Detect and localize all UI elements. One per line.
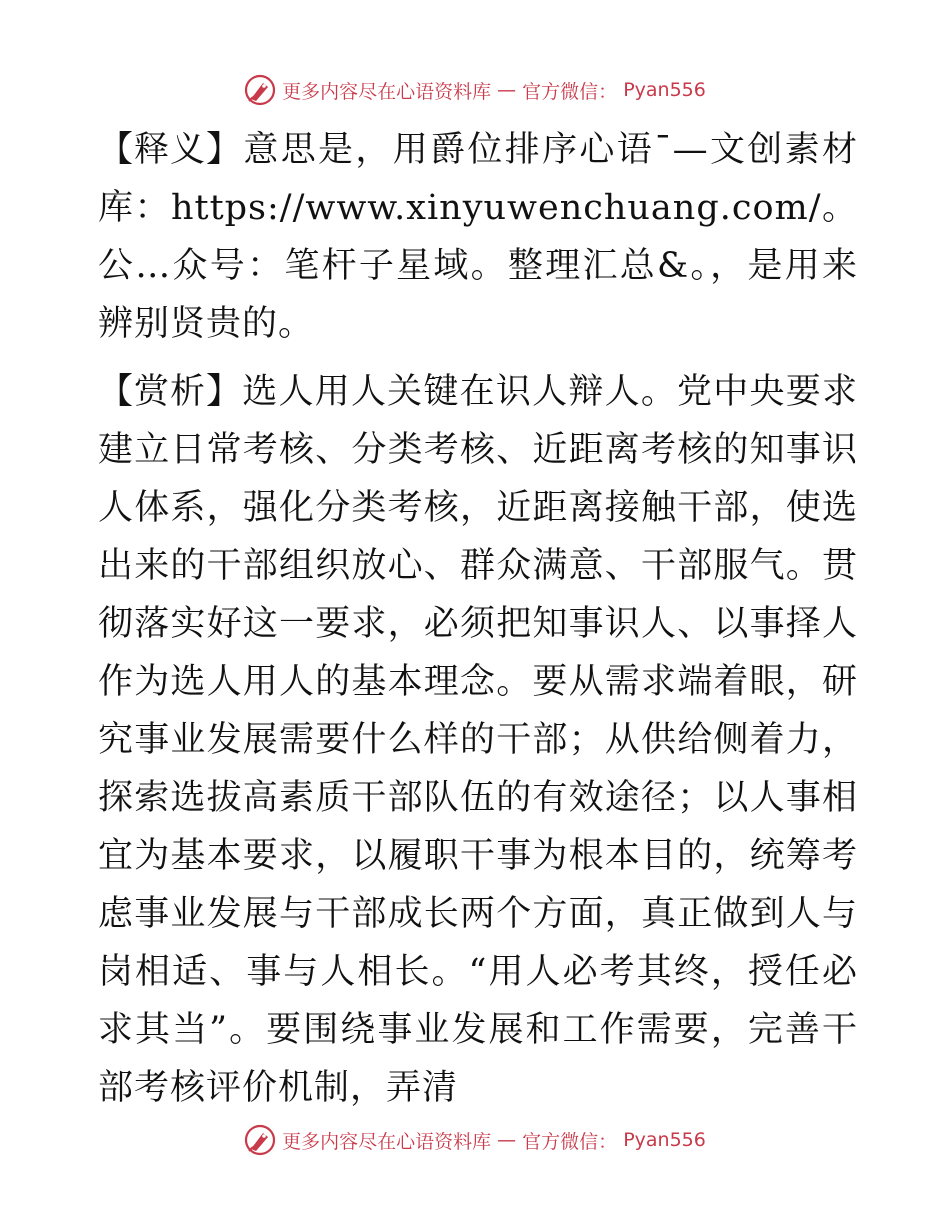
document-body — [98, 121, 858, 1117]
banner-wechat-id: Pyan556 — [623, 1129, 706, 1151]
analysis-tag: 【赏析】 — [98, 372, 243, 412]
definition-tag: 【释义】 — [98, 130, 243, 170]
paragraph-analysis — [98, 363, 858, 1117]
pen-nib-logo-icon — [244, 74, 276, 106]
banner-site-text: 更多内容尽在心语资料库 — [282, 80, 492, 103]
paragraph-definition — [98, 121, 858, 353]
banner-wechat-id: Pyan556 — [623, 79, 706, 101]
banner-official-label: 官方微信： — [522, 1130, 618, 1153]
analysis-text: 选人用人关键在识人辩人。党中央要求建立日常考核、分类考核、近距离考核的知事识人体系，强化分类考核，近距离接触干部，使选出来的干部组织放心、群众满意、干部服气。贯彻落实好这一要求，必须把知事识人、以事择人作为选人用人的基本理念。要从需求端着眼，研究事业发展需要什么样的干部；从供给侧着力，探索选拔高素质干部队伍的有效途径；以人事相宜为基本要求，以履职干事为根本目的，统筹考虑事业发展与干部成长两个方面，真正做到人与岗相适、事与人相长。“用人必考其终，授任必求其当”。要围绕事业发展和工作需要，完善干部考核评价机制，弄清 — [98, 372, 858, 1108]
banner-separator: — — [497, 1129, 517, 1151]
banner-separator: — — [497, 79, 517, 101]
pen-nib-logo-icon — [244, 1124, 276, 1156]
definition-text: 意思是，用爵位排序心语¯—文创素材库：https://www.xinyuwenchuang.com/。公…众号：笔杆子星域。整理汇总&。，是用来辨别贤贵的。 — [98, 130, 858, 344]
banner-official-label: 官方微信： — [522, 80, 618, 103]
banner-site-text: 更多内容尽在心语资料库 — [282, 1130, 492, 1153]
header-banner — [0, 74, 950, 106]
footer-banner — [0, 1124, 950, 1156]
